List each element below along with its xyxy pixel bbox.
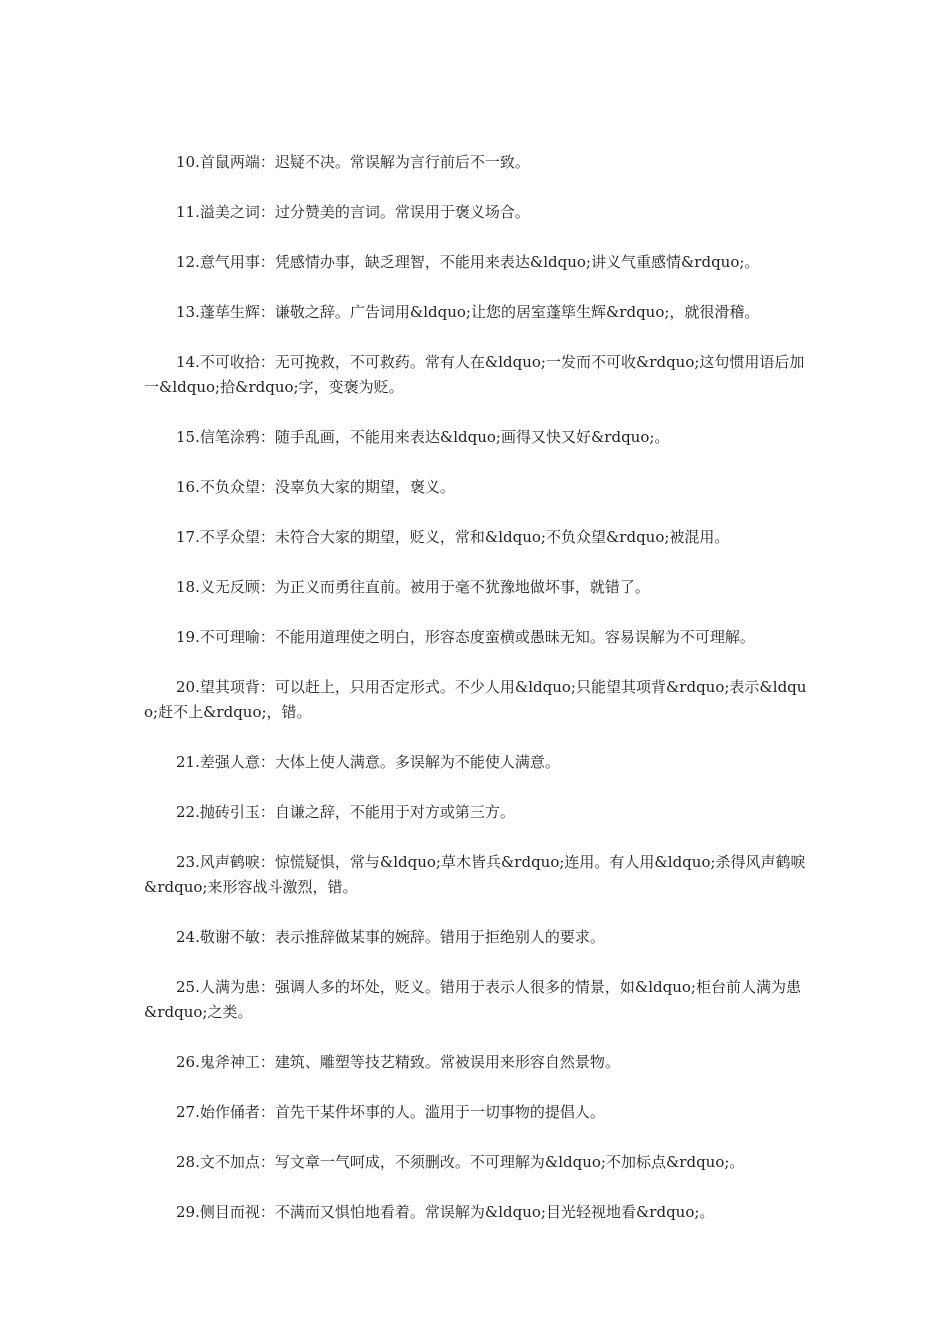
idiom-entry-26: 26.鬼斧神工：建筑、雕塑等技艺精致。常被误用来形容自然景物。 bbox=[176, 1053, 620, 1071]
idiom-entry-13: 13.蓬荜生辉：谦敬之辞。广告词用&ldquo;让您的居室蓬筚生辉&rdquo;，就很滑稽。 bbox=[176, 303, 760, 321]
idiom-entry-27: 27.始作俑者：首先干某件坏事的人。滥用于一切事物的提倡人。 bbox=[176, 1103, 605, 1121]
idiom-entry-23: 23.风声鹤唳：惊慌疑惧，常与&ldquo;草木皆兵&rdquo;连用。有人用&ldquo;杀得风声鹤唳&rdquo;来形容战斗激烈，错。 bbox=[144, 853, 806, 896]
idiom-entry-14: 14.不可收拾：无可挽救，不可救药。常有人在&ldquo;一发而不可收&rdquo;这句惯用语后加一&ldquo;拾&rdquo;字，变褒为贬。 bbox=[144, 353, 805, 396]
document-body bbox=[144, 150, 814, 1250]
idiom-entry-28: 28.文不加点：写文章一气呵成，不须删改。不可理解为&ldquo;不加标点&rdquo;。 bbox=[176, 1153, 745, 1171]
idiom-entry-16: 16.不负众望：没辜负大家的期望，褒义。 bbox=[176, 478, 455, 496]
idiom-entry-29: 29.侧目而视：不满而又惧怕地看着。常误解为&ldquo;目光轻视地看&rdquo;。 bbox=[176, 1203, 715, 1221]
idiom-entry-22: 22.抛砖引玉：自谦之辞，不能用于对方或第三方。 bbox=[176, 803, 515, 821]
idiom-entry-11: 11.溢美之词：过分赞美的言词。常误用于褒义场合。 bbox=[176, 203, 530, 221]
idiom-entry-20: 20.望其项背：可以赶上，只用否定形式。不少人用&ldquo;只能望其项背&rdquo;表示&ldquo;赶不上&rdquo;，错。 bbox=[144, 678, 807, 721]
idiom-entry-12: 12.意气用事：凭感情办事，缺乏理智，不能用来表达&ldquo;讲义气重感情&rdquo;。 bbox=[176, 253, 760, 271]
idiom-entry-24: 24.敬谢不敏：表示推辞做某事的婉辞。错用于拒绝别人的要求。 bbox=[176, 928, 605, 946]
idiom-entry-21: 21.差强人意：大体上使人满意。多误解为不能使人满意。 bbox=[176, 753, 560, 771]
idiom-entry-25: 25.人满为患：强调人多的坏处，贬义。错用于表示人很多的情景，如&ldquo;柜台前人满为患&rdquo;之类。 bbox=[144, 978, 801, 1021]
idiom-entry-17: 17.不孚众望：未符合大家的期望，贬义，常和&ldquo;不负众望&rdquo;被混用。 bbox=[176, 528, 730, 546]
idiom-entry-10: 10.首鼠两端：迟疑不决。常误解为言行前后不一致。 bbox=[176, 153, 530, 171]
idiom-entry-18: 18.义无反顾：为正义而勇往直前。被用于毫不犹豫地做坏事，就错了。 bbox=[176, 578, 650, 596]
idiom-entry-19: 19.不可理喻：不能用道理使之明白，形容态度蛮横或愚昧无知。容易误解为不可理解。 bbox=[176, 628, 755, 646]
idiom-entry-15: 15.信笔涂鸦：随手乱画，不能用来表达&ldquo;画得又快又好&rdquo;。 bbox=[176, 428, 670, 446]
